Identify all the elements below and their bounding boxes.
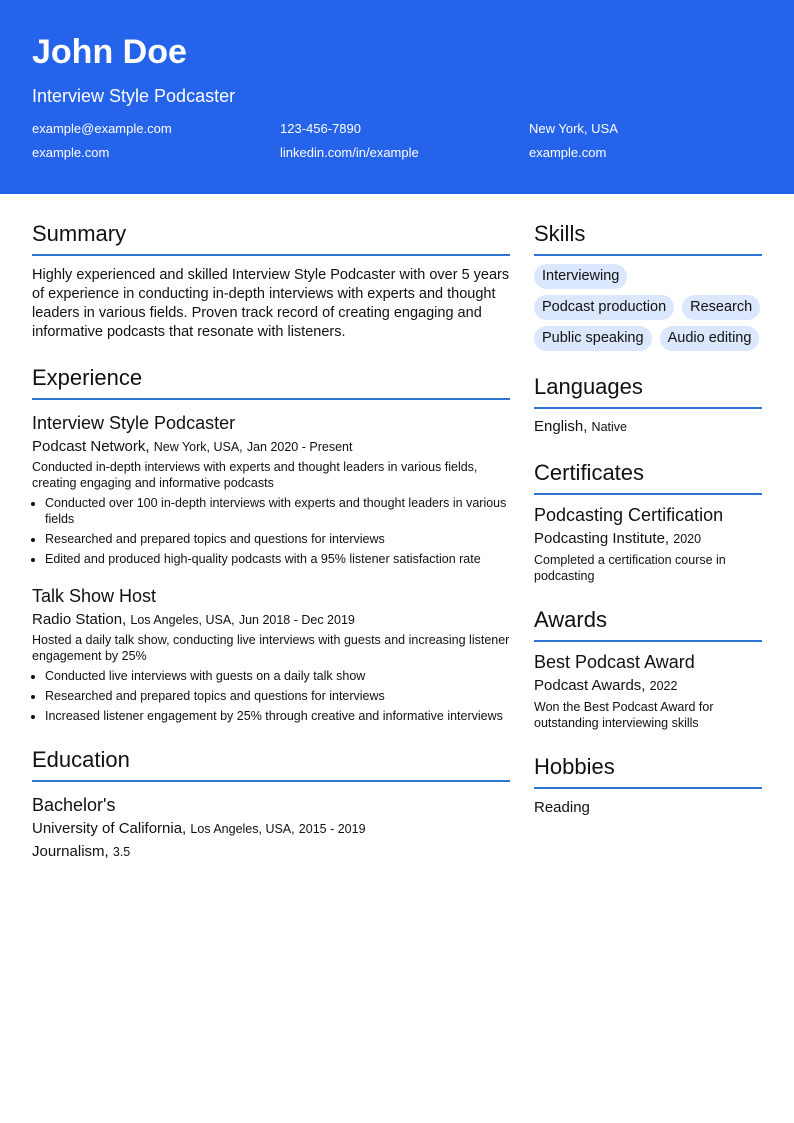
languages-heading: Languages [534,373,762,409]
job-org: Radio Station, [32,611,127,628]
job-title-headline: Interview Style Podcaster [32,86,236,106]
award-issuer: Podcast Awards, [534,677,646,694]
job-bullet: • Conducted live interviews with guests on a daily talk show [45,668,510,684]
skill-chip: Interviewing [534,264,627,289]
school-location: Los Angeles, USA, [190,822,295,836]
job-description: Hosted a daily talk show, conducting live interviews with guests and increasing listener engagement by 25% [32,633,510,663]
hobby-item: Reading [534,799,590,816]
summary-text: Highly experienced and skilled Interview Style Podcaster with over 5 years of experience in conducting in-depth interviews with experts and thought leaders in various fields. Proven track record of creating engaging and informative podcasts that resonate with listeners. [32,267,510,340]
experience-heading: Experience [32,364,510,400]
certificate-description: Completed a certification course in podcasting [534,553,726,583]
skill-chip: Podcast production [534,295,674,320]
award-title: Best Podcast Award [534,652,695,672]
skill-chip: Research [682,295,760,320]
skills-heading: Skills [534,220,762,256]
language-name: English, [534,418,588,435]
skills-section [534,220,762,351]
job-org: Podcast Network, [32,438,150,455]
award-year: 2022 [649,679,678,693]
languages-section [534,373,762,437]
job-location: New York, USA, [153,440,243,454]
award-meta [534,676,762,696]
contact-website-2[interactable]: example.com [529,145,607,160]
main-column [32,220,510,884]
job-title: Interview Style Podcaster [32,413,236,433]
degree-title: Bachelor's [32,795,116,815]
job-bullets [32,495,510,567]
contact-location: New York, USA [529,121,618,136]
hobbies-heading: Hobbies [534,753,762,789]
job-bullet: • Increased listener engagement by 25% through creative and informative interviews [45,708,510,724]
award-description: Won the Best Podcast Award for outstanding interviewing skills [534,700,714,730]
field-of-study: Journalism, [32,843,109,860]
awards-heading: Awards [534,606,762,642]
job-location: Los Angeles, USA, [130,613,235,627]
education-field-row [32,842,510,862]
experience-section [32,364,510,724]
awards-section [534,606,762,731]
skill-chip: Audio editing [660,326,760,351]
skills-list [534,264,762,351]
side-column [534,220,762,884]
hobbies-section [534,753,762,818]
job-meta [32,437,510,457]
skill-chip: Public speaking [534,326,652,351]
job-bullets [32,668,510,724]
education-meta [32,819,510,839]
certificates-section [534,459,762,584]
job-title: Talk Show Host [32,586,157,606]
education-dates: 2015 - 2019 [298,822,366,836]
language-level: Native [591,420,627,434]
resume-header [0,0,794,194]
contact-email[interactable]: example@example.com [32,121,172,136]
contact-grid [32,121,762,161]
job-description: Conducted in-depth interviews with experts and thought leaders in various fields, creating engaging and informative podcasts [32,460,478,490]
job-meta [32,610,510,630]
job-entry [32,412,510,567]
contact-linkedin[interactable]: linkedin.com/in/example [280,145,419,160]
job-dates: Jun 2018 - Dec 2019 [238,613,355,627]
certificate-meta [534,529,762,549]
education-heading: Education [32,746,510,782]
gpa: 3.5 [112,845,131,859]
certificates-heading: Certificates [534,459,762,495]
contact-website[interactable]: example.com [32,145,110,160]
school-name: University of California, [32,820,187,837]
person-name: John Doe [32,33,187,71]
certificate-year: 2020 [673,532,702,546]
certificate-issuer: Podcasting Institute, [534,530,670,547]
contact-phone[interactable]: 123-456-7890 [280,121,361,136]
job-dates: Jan 2020 - Present [246,440,353,454]
certificate-title: Podcasting Certification [534,505,724,525]
job-bullet: • Edited and produced high-quality podcasts with a 95% listener satisfaction rate [45,551,510,567]
summary-heading: Summary [32,220,510,256]
resume-body [0,194,794,884]
education-section [32,746,510,862]
job-bullet: • Conducted over 100 in-depth interviews with experts and thought leaders in various fields [45,495,510,527]
summary-section [32,220,510,342]
job-entry [32,585,510,724]
job-bullet: • Researched and prepared topics and questions for interviews [45,531,510,547]
job-bullet: • Researched and prepared topics and questions for interviews [45,688,510,704]
language-entry [534,417,762,437]
